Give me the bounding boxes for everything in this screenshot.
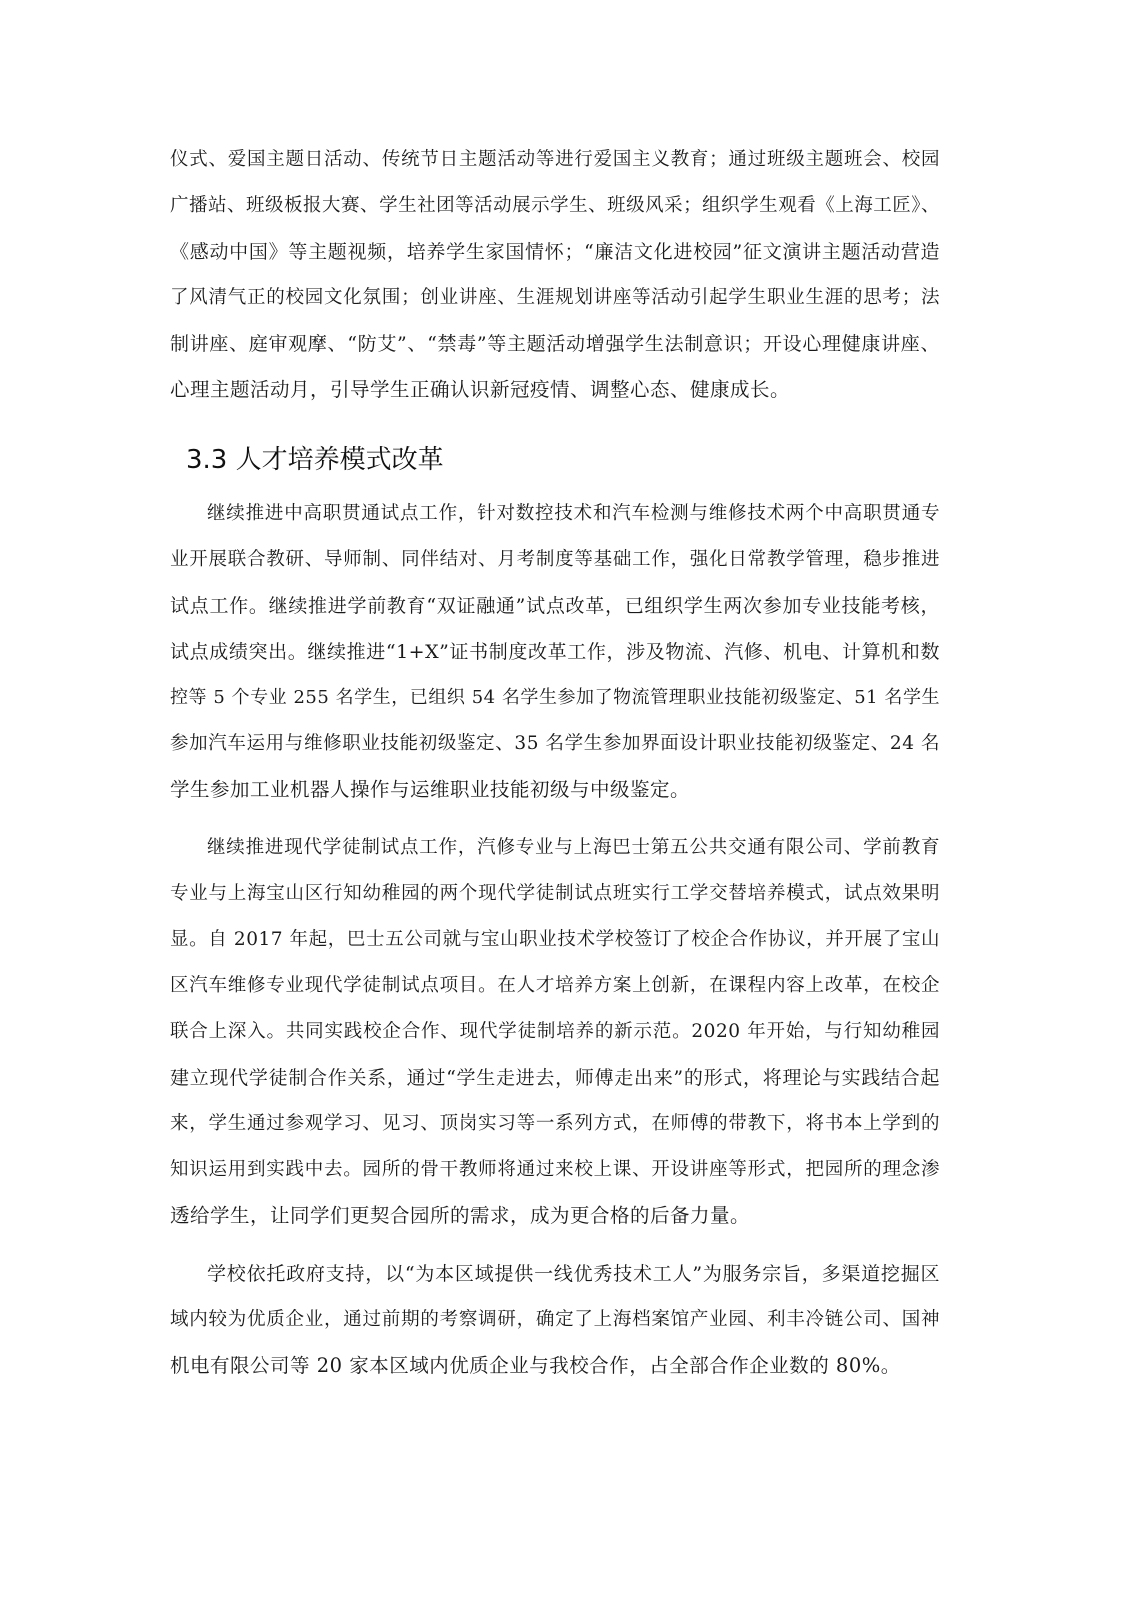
paragraph-1-line-6: 心理主题活动月，引导学生正确认识新冠疫情、调整心态、健康成长。 — [170, 378, 791, 401]
paragraph-3-line-9: 透给学生，让同学们更契合园所的需求，成为更合格的后备力量。 — [170, 1204, 751, 1227]
paragraph-2-line-4: 试点成绩突出。继续推进“1+X”证书制度改革工作，涉及物流、汽修、机电、计算机和数 — [170, 641, 940, 663]
paragraph-1-line-1: 仪式、爱国主题日活动、传统节日主题活动等进行爱国主义教育；通过班级主题班会、校园 — [170, 149, 940, 170]
paragraph-3-line-7: 来，学生通过参观学习、见习、顶岗实习等一系列方式，在师傅的带教下，将书本上学到的 — [170, 1113, 940, 1134]
paragraph-1-line-3: 《感动中国》等主题视频，培养学生家国情怀；“廉洁文化进校园”征文演讲主题活动营造 — [170, 241, 940, 263]
paragraph-2-line-2: 业开展联合教研、导师制、同伴结对、月考制度等基础工作，强化日常教学管理，稳步推进 — [170, 549, 940, 570]
paragraph-3-line-3: 显。自 2017 年起，巴士五公司就与宝山职业技术学校签订了校企合作协议，并开展了宝山 — [170, 929, 940, 950]
paragraph-3-line-6: 建立现代学徒制合作关系，通过“学生走进去，师傅走出来”的形式，将理论与实践结合起 — [170, 1067, 940, 1089]
paragraph-3-line-5: 联合上深入。共同实践校企合作、现代学徒制培养的新示范。2020 年开始，与行知幼稚园 — [170, 1021, 940, 1042]
paragraph-2-line-3: 试点工作。继续推进学前教育“双证融通”试点改革，已组织学生两次参加专业技能考核， — [170, 595, 940, 617]
section-heading: 3.3 人才培养模式改革 — [186, 445, 444, 475]
paragraph-3-line-4: 区汽车维修专业现代学徒制试点项目。在人才培养方案上创新，在课程内容上改革，在校企 — [170, 975, 940, 996]
paragraph-2-line-7: 学生参加工业机器人操作与运维职业技能初级与中级鉴定。 — [170, 778, 691, 801]
paragraph-4-line-3: 机电有限公司等 20 家本区域内优质企业与我校合作，占全部合作企业数的 80%。 — [170, 1354, 901, 1377]
paragraph-4-line-1: 学校依托政府支持，以“为本区域提供一线优秀技术工人”为服务宗旨，多渠道挖掘区 — [207, 1263, 940, 1285]
paragraph-2-line-1: 继续推进中高职贯通试点工作，针对数控技术和汽车检测与维修技术两个中高职贯通专 — [207, 503, 940, 524]
paragraph-4-line-2: 域内较为优质企业，通过前期的考察调研，确定了上海档案馆产业园、利丰冷链公司、国神 — [170, 1309, 940, 1330]
paragraph-3-line-1: 继续推进现代学徒制试点工作，汽修专业与上海巴士第五公共交通有限公司、学前教育 — [207, 837, 940, 858]
paragraph-3-line-2: 专业与上海宝山区行知幼稚园的两个现代学徒制试点班实行工学交替培养模式，试点效果明 — [170, 883, 940, 904]
paragraph-1-line-4: 了风清气正的校园文化氛围；创业讲座、生涯规划讲座等活动引起学生职业生涯的思考；法 — [170, 287, 940, 308]
paragraph-3-line-8: 知识运用到实践中去。园所的骨干教师将通过来校上课、开设讲座等形式，把园所的理念渗 — [170, 1159, 940, 1180]
paragraph-1-line-2: 广播站、班级板报大赛、学生社团等活动展示学生、班级风采；组织学生观看《上海工匠》、 — [170, 195, 940, 216]
paragraph-2-line-5: 控等 5 个专业 255 名学生，已组织 54 名学生参加了物流管理职业技能初级鉴定、51 名学生 — [170, 687, 940, 708]
paragraph-1-line-5: 制讲座、庭审观摩、“防艾”、“禁毒”等主题活动增强学生法制意识；开设心理健康讲座、 — [170, 333, 940, 355]
paragraph-2-line-6: 参加汽车运用与维修职业技能初级鉴定、35 名学生参加界面设计职业技能初级鉴定、24 名 — [170, 733, 940, 754]
